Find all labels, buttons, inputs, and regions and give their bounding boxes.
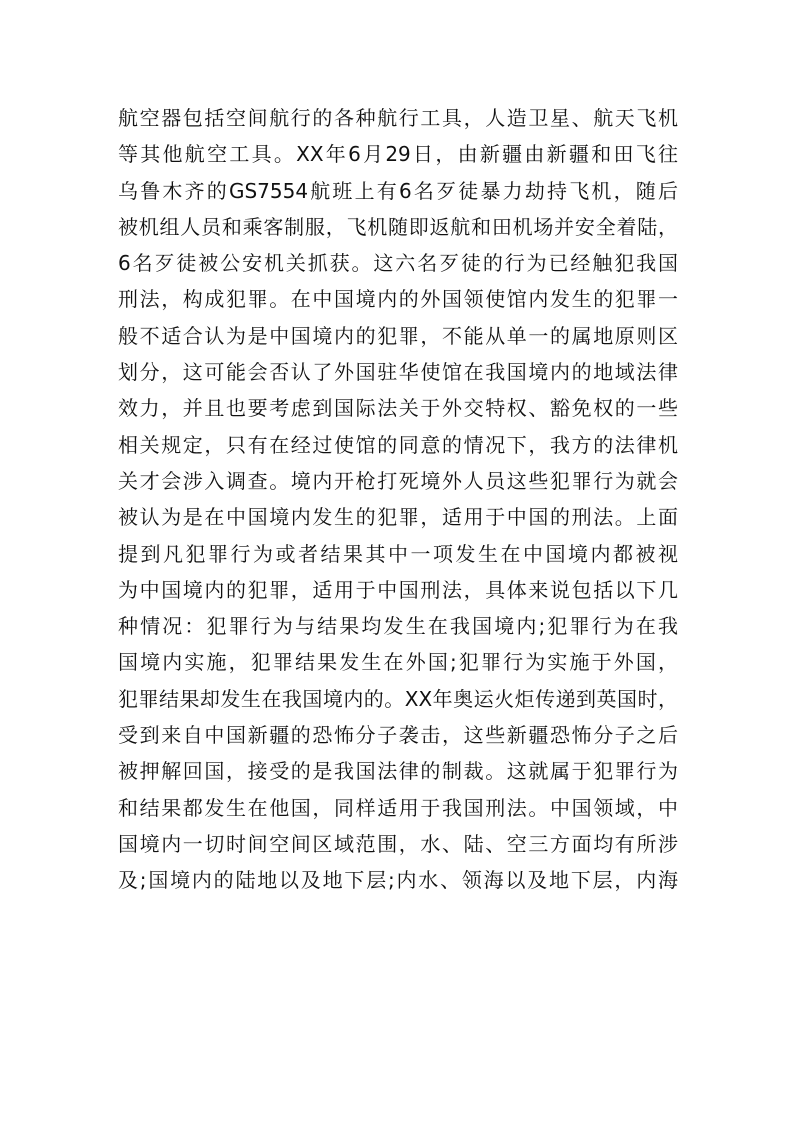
- text-line: 等其他航空工具。XX年6月29日，由新疆由新疆和田飞往: [118, 142, 678, 167]
- text-line: 为中国境内的犯罪，适用于中国刑法，具体来说包括以下几: [118, 577, 678, 602]
- text-line: 划分，这可能会否认了外国驻华使馆在我国境内的地域法律: [118, 360, 678, 385]
- text-line: 及;国境内的陆地以及地下层;内水、领海以及地下层，内海: [118, 868, 678, 893]
- text-line: 和结果都发生在他国，同样适用于我国刑法。中国领域，中: [118, 795, 678, 820]
- text-line: 6名歹徒被公安机关抓获。这六名歹徒的行为已经触犯我国: [118, 251, 678, 276]
- text-line: 受到来自中国新疆的恐怖分子袭击，这些新疆恐怖分子之后: [118, 723, 678, 748]
- text-line: 刑法，构成犯罪。在中国境内的外国领使馆内发生的犯罪一: [118, 287, 678, 312]
- text-line: 犯罪结果却发生在我国境内的。XX年奥运火炬传递到英国时，: [118, 686, 678, 711]
- text-line: 被认为是在中国境内发生的犯罪，适用于中国的刑法。上面: [118, 505, 678, 530]
- text-line: 国境内实施，犯罪结果发生在外国;犯罪行为实施于外国，: [118, 650, 678, 675]
- text-line: 乌鲁木齐的GS7554航班上有6名歹徒暴力劫持飞机，随后: [118, 178, 678, 203]
- text-line: 相关规定，只有在经过使馆的同意的情况下，我方的法律机: [118, 432, 678, 457]
- text-line: 效力，并且也要考虑到国际法关于外交特权、豁免权的一些: [118, 396, 678, 421]
- text-line: 种情况：犯罪行为与结果均发生在我国境内;犯罪行为在我: [118, 614, 678, 639]
- text-line: 航空器包括空间航行的各种航行工具，人造卫星、航天飞机: [118, 106, 678, 130]
- text-line: 被机组人员和乘客制服，飞机随即返航和田机场并安全着陆，: [118, 214, 678, 239]
- text-line: 般不适合认为是中国境内的犯罪，不能从单一的属地原则区: [118, 323, 678, 348]
- text-line: 提到凡犯罪行为或者结果其中一项发生在中国境内都被视: [118, 541, 678, 566]
- text-line: 被押解回国，接受的是我国法律的制裁。这就属于犯罪行为: [118, 759, 678, 784]
- text-line: 关才会涉入调查。境内开枪打死境外人员这些犯罪行为就会: [118, 468, 678, 493]
- body-paragraph: [118, 100, 678, 899]
- text-line: 国境内一切时间空间区域范围，水、陆、空三方面均有所涉: [118, 831, 678, 856]
